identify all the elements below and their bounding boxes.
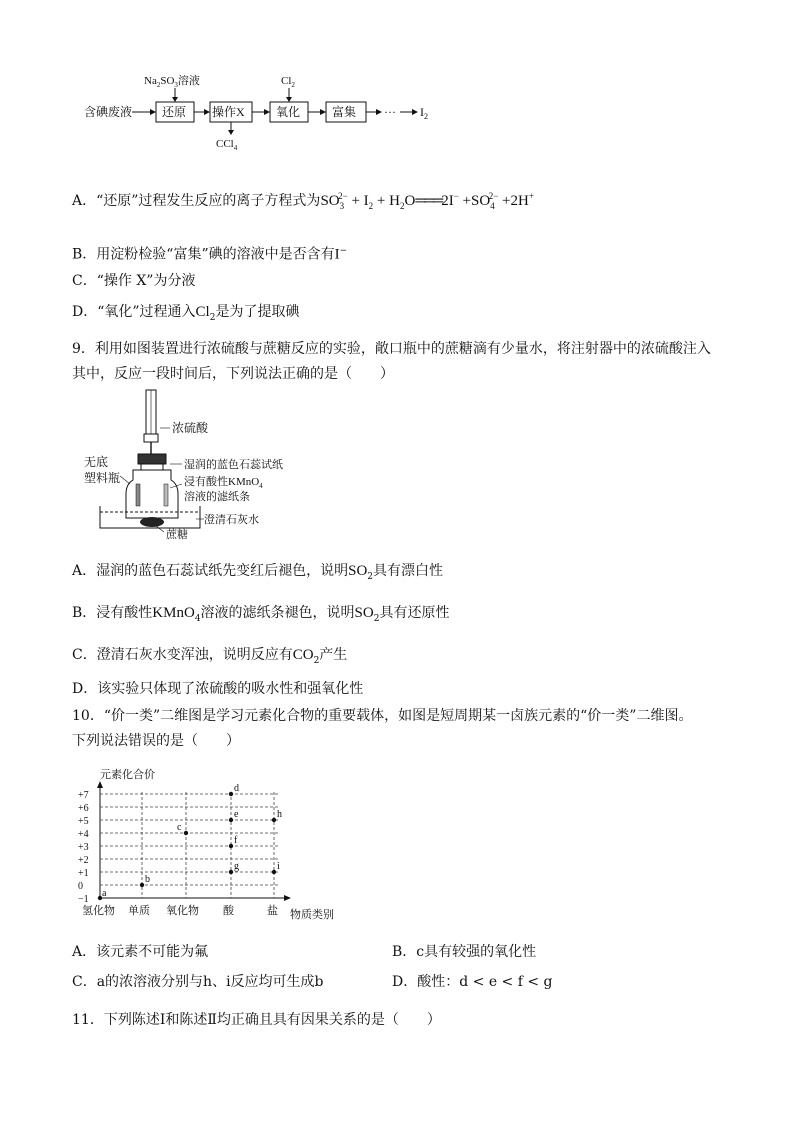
flow-step-reduce-label: 还原	[162, 105, 187, 119]
q8-option-a-equation: $SO_3^{2-} + I_2$ + $H_2O═══2I^- +SO_4^{2-} +2H^+$	[320, 191, 534, 211]
valence-class-chart	[70, 764, 370, 924]
flow-output: $I_2$	[420, 105, 428, 121]
chart-x-title: 物质类别	[290, 909, 334, 921]
q9-option-c: C．澄清石灰水变浑浊，说明反应有$CO_2$产生	[72, 647, 348, 666]
flow-reagent-na2so3: $Na_2SO_3$溶液	[144, 75, 200, 89]
q9-label-sugar: 蔗糖	[166, 529, 188, 540]
q8-option-c: C．“操作 X”为分液	[72, 273, 196, 289]
q9-label-bottle1: 无底	[84, 455, 109, 469]
flow-input: 含碘废液	[84, 105, 133, 119]
q8-option-a	[72, 186, 534, 216]
chart-x-category-label: 氧化物	[166, 905, 199, 917]
chart-y-tick-label: −1	[78, 894, 89, 905]
flow-step-operation-x-label: 操作X	[212, 105, 245, 119]
chart-point-label-e: e	[234, 809, 239, 820]
q9-option-d: D．该实验只体现了浓硫酸的吸水性和强氧化性	[72, 681, 364, 697]
chart-point-label-g: g	[234, 861, 239, 872]
chart-point-d	[229, 792, 233, 796]
chart-point-label-h: h	[277, 809, 282, 820]
chart-point-i	[272, 870, 276, 874]
chart-y-tick-label: 0	[78, 881, 83, 892]
chart-point-c	[184, 831, 188, 835]
q9-label-bottle2: 塑料瓶	[84, 471, 121, 485]
q10-stem-line1: 10．“价一类”二维图是学习元素化合物的重要载体，如图是短周期某一卤族元素的“价一类”二维图。	[72, 708, 693, 724]
iodine-flow-diagram	[70, 70, 450, 150]
q9-apparatus-figure	[78, 388, 318, 540]
chart-point-b	[140, 883, 144, 887]
q9-label-litmus: 湿润的蓝色石蕊试纸	[184, 459, 283, 471]
chart-y-tick-label: +3	[78, 842, 89, 853]
q8-option-b: B．用淀粉检验“富集”碘的溶液中是否含有I−	[72, 246, 348, 263]
chart-point-e	[229, 818, 233, 822]
flow-step-oxidize-label: 氧化	[276, 105, 301, 119]
q9-option-a: A．湿润的蓝色石蕊试纸先变红后褪色，说明$SO_2$具有漂白性	[72, 563, 444, 582]
chart-x-axis-arrow	[284, 895, 291, 901]
chart-y-tick-label: +1	[78, 868, 89, 879]
flow-step-enrich-label: 富集	[332, 105, 357, 119]
chart-y-tick-label: +6	[78, 803, 89, 814]
q9-label-kmno4-line1: 浸有酸性KMnO$_4$	[184, 476, 263, 490]
flow-ellipsis: ···	[384, 105, 396, 119]
chart-x-category-label: 酸	[223, 905, 234, 917]
chart-point-h	[272, 818, 276, 822]
chart-y-tick-label: +4	[78, 829, 89, 840]
chart-point-g	[229, 870, 233, 874]
q9-option-b: B．浸有酸性KMnO$_4$溶液的滤纸条褪色，说明$SO_2$具有还原性	[72, 605, 450, 624]
chart-y-tick-label: +2	[78, 855, 89, 866]
chart-point-label-b: b	[145, 874, 150, 885]
q8-option-a-text: A．“还原”过程发生反应的离子方程式为	[72, 193, 321, 209]
chart-y-title: 元素化合价	[100, 769, 155, 781]
flow-reagent-cl2: $Cl_2$	[281, 75, 295, 89]
q10-stem-line2: 下列说法错误的是（ ）	[72, 733, 240, 749]
q9-label-acid: 浓硫酸	[172, 421, 209, 435]
q9-label-kmno4-line2: 溶液的滤纸条	[184, 491, 250, 503]
q9-stem-line2: 其中，反应一段时间后，下列说法正确的是（ ）	[72, 366, 394, 382]
chart-point-f	[229, 844, 233, 848]
q10-option-a: A．该元素不可能为氟	[72, 944, 209, 960]
chart-y-tick-label: +5	[78, 816, 89, 827]
chart-x-category-label: 氢化物	[82, 905, 115, 917]
chart-y-axis-arrow	[97, 781, 103, 788]
q10-option-c: C．a的浓溶液分别与h、i反应均可生成b	[72, 974, 324, 990]
chart-point-label-f: f	[234, 835, 238, 846]
q9-stem-line1: 9．利用如图装置进行浓硫酸与蔗糖反应的实验，敞口瓶中的蔗糖滴有少量水，将注射器中的浓硫酸注入	[72, 341, 711, 357]
chart-y-tick-label: +7	[78, 790, 89, 801]
chart-point-label-d: d	[234, 783, 239, 794]
chart-point-label-a: a	[102, 888, 107, 899]
chart-point-label-i: i	[277, 861, 280, 872]
chart-x-category-label: 单质	[128, 905, 150, 917]
q10-option-b: B．c具有较强的氧化性	[392, 944, 537, 960]
chart-point-label-c: c	[177, 822, 182, 833]
flow-product-ccl4: CCl$_4$	[216, 138, 238, 150]
q11-stem: 11．下列陈述Ⅰ和陈述Ⅱ均正确且具有因果关系的是（ ）	[72, 1012, 441, 1028]
chart-x-category-label: 盐	[267, 905, 278, 917]
q10-option-d: D．酸性：d < e < f < g	[392, 974, 553, 990]
q9-label-limewater: 澄清石灰水	[204, 514, 259, 526]
q8-option-d: D．“氧化”过程通入$Cl_2$是为了提取碘	[72, 304, 300, 323]
